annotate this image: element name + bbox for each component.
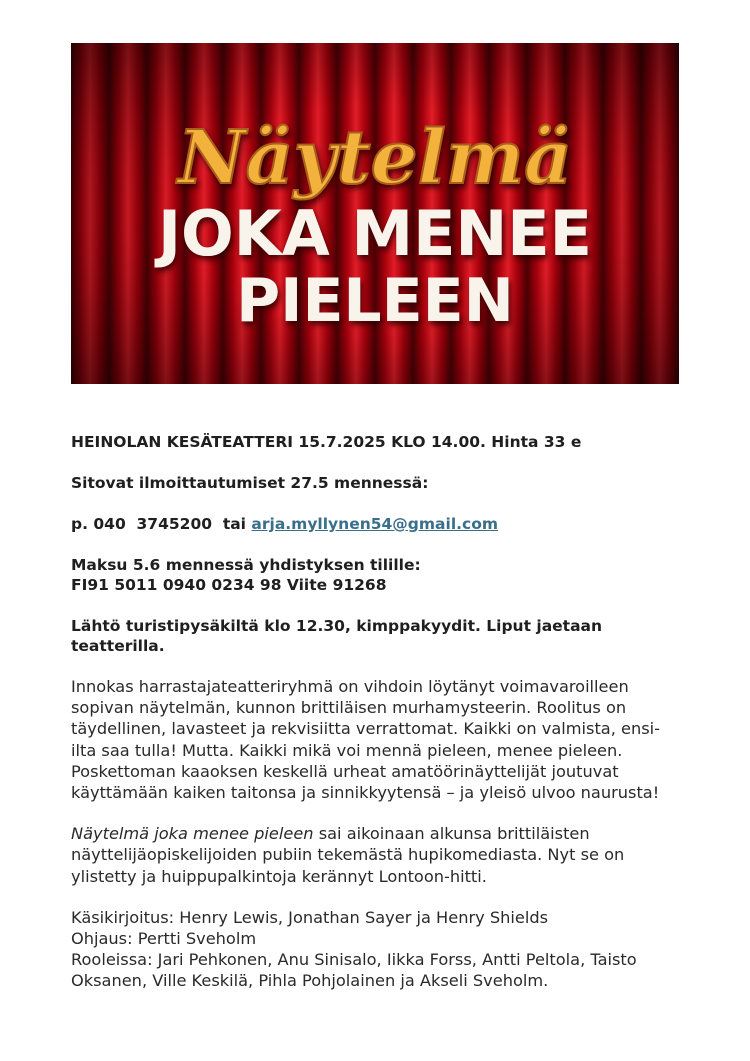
- poster-script-title: Näytelmä: [177, 115, 573, 201]
- poster-image: [71, 43, 679, 384]
- credits-block: [71, 907, 683, 992]
- direction-credit: Ohjaus: Pertti Sveholm: [71, 929, 257, 949]
- payment-block: [71, 555, 683, 595]
- cast-credit: Rooleissa: Jari Pehkonen, Anu Sinisalo, Iikka Forss, Antti Peltola, Taisto Oksanen, Ville Keskilä, Pihla Pohjolainen ja Akseli Sveholm.: [71, 950, 637, 991]
- phone-text: p. 040 3745200 tai: [71, 515, 252, 533]
- background-text: sai aikoinaan alkunsa brittiläisten näyttelijäopiskelijoiden pubiin tekemästä hupikomediasta. Nyt se on ylistetty ja huippupalkintoja kerännyt Lontoon-hitti.: [71, 824, 625, 886]
- curtain-graphic: [71, 43, 679, 384]
- poster-title-line1: JOKA MENEE: [157, 197, 593, 270]
- departure-line: Lähtö turistipysäkiltä klo 12.30, kimppakyydit. Liput jaetaan teatterilla.: [71, 617, 603, 655]
- description-paragraph: Innokas harrastajateatteriryhmä on vihdoin löytänyt voimavaroilleen sopivan näytelmän, kunnon brittiläisen murhamysteerin. Roolitus on täydellinen, lavasteet ja rekvisiitta verrattomat. Kaikki on valmista, ensi-ilta saa tulla! Mutta. Kaikki mikä voi mennä pieleen, menee pieleen. Poskettoman kaaoksen keskellä urheat amatöörinäyttelijät joutuvat käyttämään kaiken taitonsa ja sinnikkyytensä – ja yleisö ulvoo naurusta!: [71, 677, 661, 803]
- poster-title-line2: PIELEEN: [236, 266, 514, 336]
- registration-line: Sitovat ilmoittautumiset 27.5 mennessä:: [71, 474, 429, 492]
- play-title: Näytelmä joka menee pieleen: [71, 824, 314, 844]
- background-paragraph: [71, 823, 683, 887]
- script-credit: Käsikirjoitus: Henry Lewis, Jonathan Sayer ja Henry Shields: [71, 907, 549, 927]
- payment-line: Maksu 5.6 mennessä yhdistyksen tilille:: [71, 556, 421, 574]
- email-link[interactable]: arja.myllynen54@gmail.com: [251, 515, 499, 533]
- document-body: [71, 432, 683, 992]
- event-line: HEINOLAN KESÄTEATTERI 15.7.2025 KLO 14.00. Hinta 33 e: [71, 433, 582, 451]
- account-line: FI91 5011 0940 0234 98 Viite 91268: [71, 576, 387, 594]
- contact-line: [71, 514, 683, 534]
